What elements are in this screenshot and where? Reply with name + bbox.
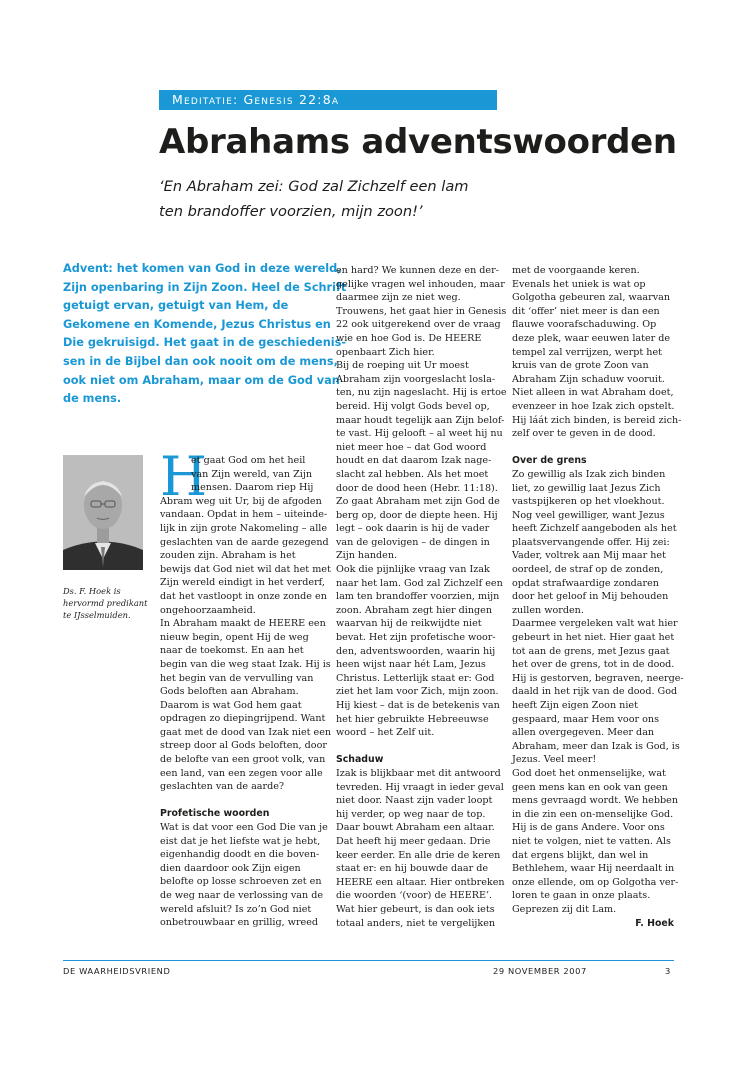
intro-line: sen in de Bijbel dan ook nooit om de mens, bbox=[63, 354, 338, 368]
article-subtitle bbox=[159, 174, 469, 224]
text-line: houdt en dat daarom Izak nage- bbox=[336, 455, 492, 467]
text-line: Daar bouwt Abraham een altaar. bbox=[336, 822, 495, 834]
text-line: Niet alleen in wat Abraham doet, bbox=[512, 387, 674, 399]
footer-publication: DE WAARHEIDSVRIEND bbox=[63, 966, 171, 976]
text-line: die woorden ‘(voor) de HEERE’. bbox=[336, 890, 493, 902]
author-photo bbox=[63, 455, 143, 570]
text-line: wereld afsluit? Is zo’n God niet bbox=[160, 903, 312, 915]
paragraph-gap bbox=[160, 794, 320, 808]
intro-line: Zijn openbaring in Zijn Zoon. Heel de Schrift bbox=[63, 280, 347, 294]
text-column-2 bbox=[336, 264, 507, 930]
text-line: opdat strafwaardige zondaren bbox=[512, 577, 659, 589]
caption-line: hervormd predikant bbox=[63, 598, 148, 608]
text-column-3 bbox=[512, 264, 684, 930]
text-line: van Zijn wereld, van Zijn bbox=[191, 468, 313, 480]
caption-line: te IJsselmuiden. bbox=[63, 610, 131, 620]
text-line: naar het lam. God zal Zichzelf een bbox=[336, 577, 503, 589]
text-line: Gods beloften aan Abraham. bbox=[160, 686, 299, 698]
text-line: bereid. Hij volgt Gods bevel op, bbox=[336, 400, 490, 412]
text-line: eigenhandig doodt en die boven- bbox=[160, 849, 320, 861]
text-line: dien daardoor ook Zijn eigen bbox=[160, 862, 301, 874]
drop-cap: H bbox=[160, 445, 208, 508]
caption-line: Ds. F. Hoek is bbox=[63, 586, 121, 596]
text-line: belofte op losse schroeven zet en bbox=[160, 876, 322, 888]
subtitle-line: ‘En Abraham zei: God zal Zichzelf een lam bbox=[159, 178, 469, 195]
text-line: lam ten brandoffer voorzien, mijn bbox=[336, 591, 500, 603]
text-line: totaal anders, niet te vergelijken bbox=[336, 917, 496, 929]
text-line: deze plek, waar eeuwen later de bbox=[512, 332, 671, 344]
text-line: lijk in zijn grote Nakomeling – alle bbox=[160, 522, 328, 534]
text-line: gaat met de dood van Izak niet een bbox=[160, 726, 332, 738]
text-line: tot aan de grens, met Jezus gaat bbox=[512, 645, 670, 657]
text-line: niet door. Naast zijn vader loopt bbox=[336, 795, 493, 807]
text-line: opdragen zo diepingrijpend. Want bbox=[160, 713, 326, 725]
intro-line: Die gekruisigd. Het gaat in de geschiedenis- bbox=[63, 336, 347, 350]
text-line: in die zin een on-menselijke God. bbox=[512, 808, 674, 820]
footer-page-number: 3 bbox=[665, 966, 671, 976]
text-line: gebeurt in het niet. Hier gaat het bbox=[512, 632, 675, 644]
text-line: geslachten van de aarde? bbox=[160, 781, 285, 793]
section-heading: Over de grens bbox=[512, 455, 587, 467]
text-line: Izak is blijkbaar met dit antwoord bbox=[336, 767, 501, 779]
text-line: dit ‘offer’ niet meer is dan een bbox=[512, 305, 660, 317]
section-banner: Meditatie: Genesis 22:8a bbox=[159, 90, 497, 110]
text-line: gespaard, maar Hem voor ons bbox=[512, 713, 659, 725]
text-line: naar de toekomst. En aan het bbox=[160, 645, 304, 657]
text-line: maar houdt tegelijk aan Zijn belof- bbox=[336, 414, 505, 426]
text-line: God doet het onmenselijke, wat bbox=[512, 767, 666, 779]
text-line: onze ellende, om op Golgotha ver- bbox=[512, 876, 679, 888]
text-line: zoon. Abraham zegt hier dingen bbox=[336, 604, 493, 616]
text-line: Nog veel gewilliger, want Jezus bbox=[512, 509, 665, 521]
text-line: Zo gewillig als Izak zich binden bbox=[512, 468, 666, 480]
intro-line: Gekomene en Komende, Jezus Christus en bbox=[63, 317, 331, 331]
text-line: oordeel, de straf op de zonden, bbox=[512, 564, 664, 576]
text-line: heeft Zijn eigen Zoon niet bbox=[512, 700, 638, 711]
intro-line: de mens. bbox=[63, 392, 122, 406]
text-line: Daarom is wat God hem gaat bbox=[160, 699, 302, 711]
text-line: van de gelovigen – de dingen in bbox=[336, 536, 490, 548]
text-line: woord – het Zelf uit. bbox=[336, 727, 435, 739]
intro-line: ook niet om Abraham, maar om de God van bbox=[63, 373, 340, 387]
text-line: het hier gebruikte Hebreeuwse bbox=[336, 713, 489, 725]
text-line: slacht zal hebben. Als het moet bbox=[336, 468, 489, 480]
text-line: Trouwens, het gaat hier in Genesis bbox=[336, 305, 507, 317]
author-signature: F. Hoek bbox=[635, 917, 674, 929]
text-line: Geprezen zij dit Lam. bbox=[512, 903, 617, 915]
text-line: dat ergens blijkt, dan wel in bbox=[512, 849, 649, 861]
text-line: Abraham, meer dan Izak is God, is bbox=[512, 740, 680, 752]
text-line: loren te gaan in onze plaats. bbox=[512, 890, 651, 902]
text-line: Bij de roeping uit Ur moest bbox=[336, 360, 469, 372]
text-line: Jezus. Veel meer! bbox=[512, 754, 597, 766]
text-line: daarmee zijn ze niet weg. bbox=[336, 292, 461, 304]
text-line: de belofte van een groot volk, van bbox=[160, 754, 326, 766]
text-line: het over de grens, tot in de dood. bbox=[512, 659, 675, 671]
text-line: met de voorgaande keren. bbox=[512, 265, 640, 276]
text-line: zouden zijn. Abraham is het bbox=[160, 550, 296, 562]
text-line: waarvan hij de reikwijdte niet bbox=[336, 618, 482, 630]
text-line: Christus. Letterlijk staat er: God bbox=[336, 672, 495, 684]
text-line: et gaat God om het heil bbox=[191, 455, 306, 466]
text-line: door de dood heen (Hebr. 11:18). bbox=[336, 482, 498, 494]
text-line: Wat hier gebeurt, is dan ook iets bbox=[336, 903, 495, 915]
text-line: legt – ook daarin is hij de vader bbox=[336, 523, 490, 535]
text-line: 22 ook uitgerekend over de vraag bbox=[336, 319, 501, 331]
text-line: kruis van de grote Zoon van bbox=[512, 360, 649, 372]
subtitle-line: ten brandoffer voorzien, mijn zoon!’ bbox=[159, 203, 423, 220]
text-line: een land, van een zegen voor alle bbox=[160, 767, 323, 779]
text-line: den, adventswoorden, waarin hij bbox=[336, 645, 496, 657]
text-line: keer eerder. En alle drie de keren bbox=[336, 849, 501, 861]
section-heading: Profetische woorden bbox=[160, 808, 270, 820]
text-line: mens gevraagd wordt. We hebben bbox=[512, 795, 678, 807]
text-line: begin van die weg staat Izak. Hij is bbox=[160, 658, 331, 670]
author-portrait-icon bbox=[63, 455, 143, 570]
text-line: flauwe voorafschaduwing. Op bbox=[512, 319, 657, 331]
text-line: tevreden. Hij vraagt in ieder geval bbox=[336, 781, 504, 793]
text-line: vastspijkeren op het vloekhout. bbox=[512, 496, 665, 508]
text-line: dat het vastloopt in onze zonde en bbox=[160, 590, 327, 602]
text-line: gelijke vragen wel inhouden, maar bbox=[336, 278, 505, 290]
text-line: Zo gaat Abraham met zijn God de bbox=[336, 496, 500, 508]
text-line: heen wijst naar hét Lam, Jezus bbox=[336, 659, 486, 671]
intro-line: Advent: het komen van God in deze wereld, bbox=[63, 262, 342, 275]
text-line: Vader, voltrek aan Mij maar het bbox=[512, 550, 666, 562]
text-line: Dat heeft hij meer gedaan. Drie bbox=[336, 835, 491, 847]
text-line: evenzeer in hoe Izak zich opstelt. bbox=[512, 400, 675, 412]
footer-date: 29 NOVEMBER 2007 bbox=[493, 966, 587, 976]
text-line: geslachten van de aarde gezegend bbox=[160, 536, 329, 548]
text-line: Wat is dat voor een God Die van je bbox=[160, 822, 328, 834]
text-line: Abraham zijn voorgeslacht losla- bbox=[336, 373, 496, 385]
article-title: Abrahams adventswoorden bbox=[159, 122, 677, 162]
text-line: daald in het rijk van de dood. God bbox=[512, 686, 678, 698]
text-line: nieuw begin, opent Hij de weg bbox=[160, 631, 309, 643]
text-line: plaatsvervangende offer. Hij zei: bbox=[512, 536, 670, 548]
text-line: zullen worden. bbox=[512, 604, 584, 616]
text-line: de weg naar de verlossing van de bbox=[160, 890, 324, 901]
text-line: berg op, door de diepte heen. Hij bbox=[336, 509, 498, 521]
text-line: hij verder, op weg naar de top. bbox=[336, 808, 486, 820]
text-line: wie en hoe God is. De HEERE bbox=[336, 332, 482, 344]
text-line: geen mens kan en ook van geen bbox=[512, 781, 668, 793]
text-line: mensen. Daarom riep Hij bbox=[191, 482, 314, 494]
section-heading: Schaduw bbox=[336, 754, 384, 766]
text-line: vandaan. Opdat in hem – uiteinde- bbox=[160, 509, 328, 521]
footer-rule bbox=[63, 960, 674, 961]
text-line: streep door al Gods beloften, door bbox=[160, 740, 327, 752]
text-line: tempel zal verrijzen, werpt het bbox=[512, 346, 663, 358]
text-line: Hij láát zich binden, is bereid zich- bbox=[512, 414, 682, 426]
text-line: ongehoorzaamheid. bbox=[160, 604, 256, 616]
text-line: te vast. Hij gelooft – al weet hij nu bbox=[336, 428, 503, 440]
text-line: onbetrouwbaar en grillig, wreed bbox=[160, 917, 319, 929]
text-line: en hard? We kunnen deze en der- bbox=[336, 265, 499, 276]
intro-paragraph bbox=[63, 260, 347, 409]
text-line: het begin van de vervulling van bbox=[160, 672, 314, 684]
text-line: staat er: en hij bouwde daar de bbox=[336, 863, 489, 875]
text-line: Abraham Zijn schaduw vooruit. bbox=[512, 373, 665, 385]
text-line: Hij is de gans Andere. Voor ons bbox=[512, 822, 665, 834]
text-line: Evenals het uniek is wat op bbox=[512, 278, 646, 290]
text-line: ziet het lam voor Zich, mijn zoon. bbox=[336, 686, 499, 698]
text-line: allen overgegeven. Meer dan bbox=[512, 727, 655, 739]
text-line: Zijn wereld eindigt in het verderf, bbox=[160, 577, 325, 589]
text-line: Ook die pijnlijke vraag van Izak bbox=[336, 564, 490, 576]
text-line: Hij is gestorven, begraven, neerge- bbox=[512, 672, 684, 684]
text-line: bevat. Het zijn profetische woor- bbox=[336, 632, 496, 644]
text-line: ten, nu zijn nageslacht. Hij is ertoe bbox=[336, 387, 507, 399]
text-line: Abram weg uit Ur, bij de afgoden bbox=[160, 495, 322, 507]
text-line: Golgotha gebeuren zal, waarvan bbox=[512, 292, 671, 304]
text-line: liet, zo gewillig laat Jezus Zich bbox=[512, 482, 661, 494]
text-line: Hij kiest – dat is de betekenis van bbox=[336, 700, 500, 711]
text-line: bewijs dat God niet wil dat het met bbox=[160, 563, 331, 575]
text-line: zelf over te geven in de dood. bbox=[512, 428, 656, 440]
text-line: Zijn handen. bbox=[336, 550, 398, 562]
text-line: openbaart Zich hier. bbox=[336, 346, 435, 358]
text-line: Daarmee vergeleken valt wat hier bbox=[512, 618, 678, 630]
intro-line: getuigt ervan, getuigt van Hem, de bbox=[63, 299, 289, 313]
text-line: HEERE een altaar. Hier ontbreken bbox=[336, 876, 505, 888]
text-line: door het geloof in Mij behouden bbox=[512, 591, 669, 603]
text-column-1 bbox=[160, 445, 332, 930]
text-line: niet meer hoe – dat God woord bbox=[336, 441, 487, 453]
paragraph-gap bbox=[336, 740, 496, 754]
text-line: eist dat je het liefste wat je hebt, bbox=[160, 835, 321, 847]
text-line: niet te volgen, niet te vatten. Als bbox=[512, 835, 671, 847]
text-line: Bethlehem, waar Hij neerdaalt in bbox=[512, 863, 675, 875]
text-line: heeft Zichzelf aangeboden als het bbox=[512, 523, 677, 535]
text-line: In Abraham maakt de HEERE een bbox=[160, 618, 326, 630]
photo-caption bbox=[63, 585, 153, 621]
paragraph-gap bbox=[512, 441, 674, 455]
